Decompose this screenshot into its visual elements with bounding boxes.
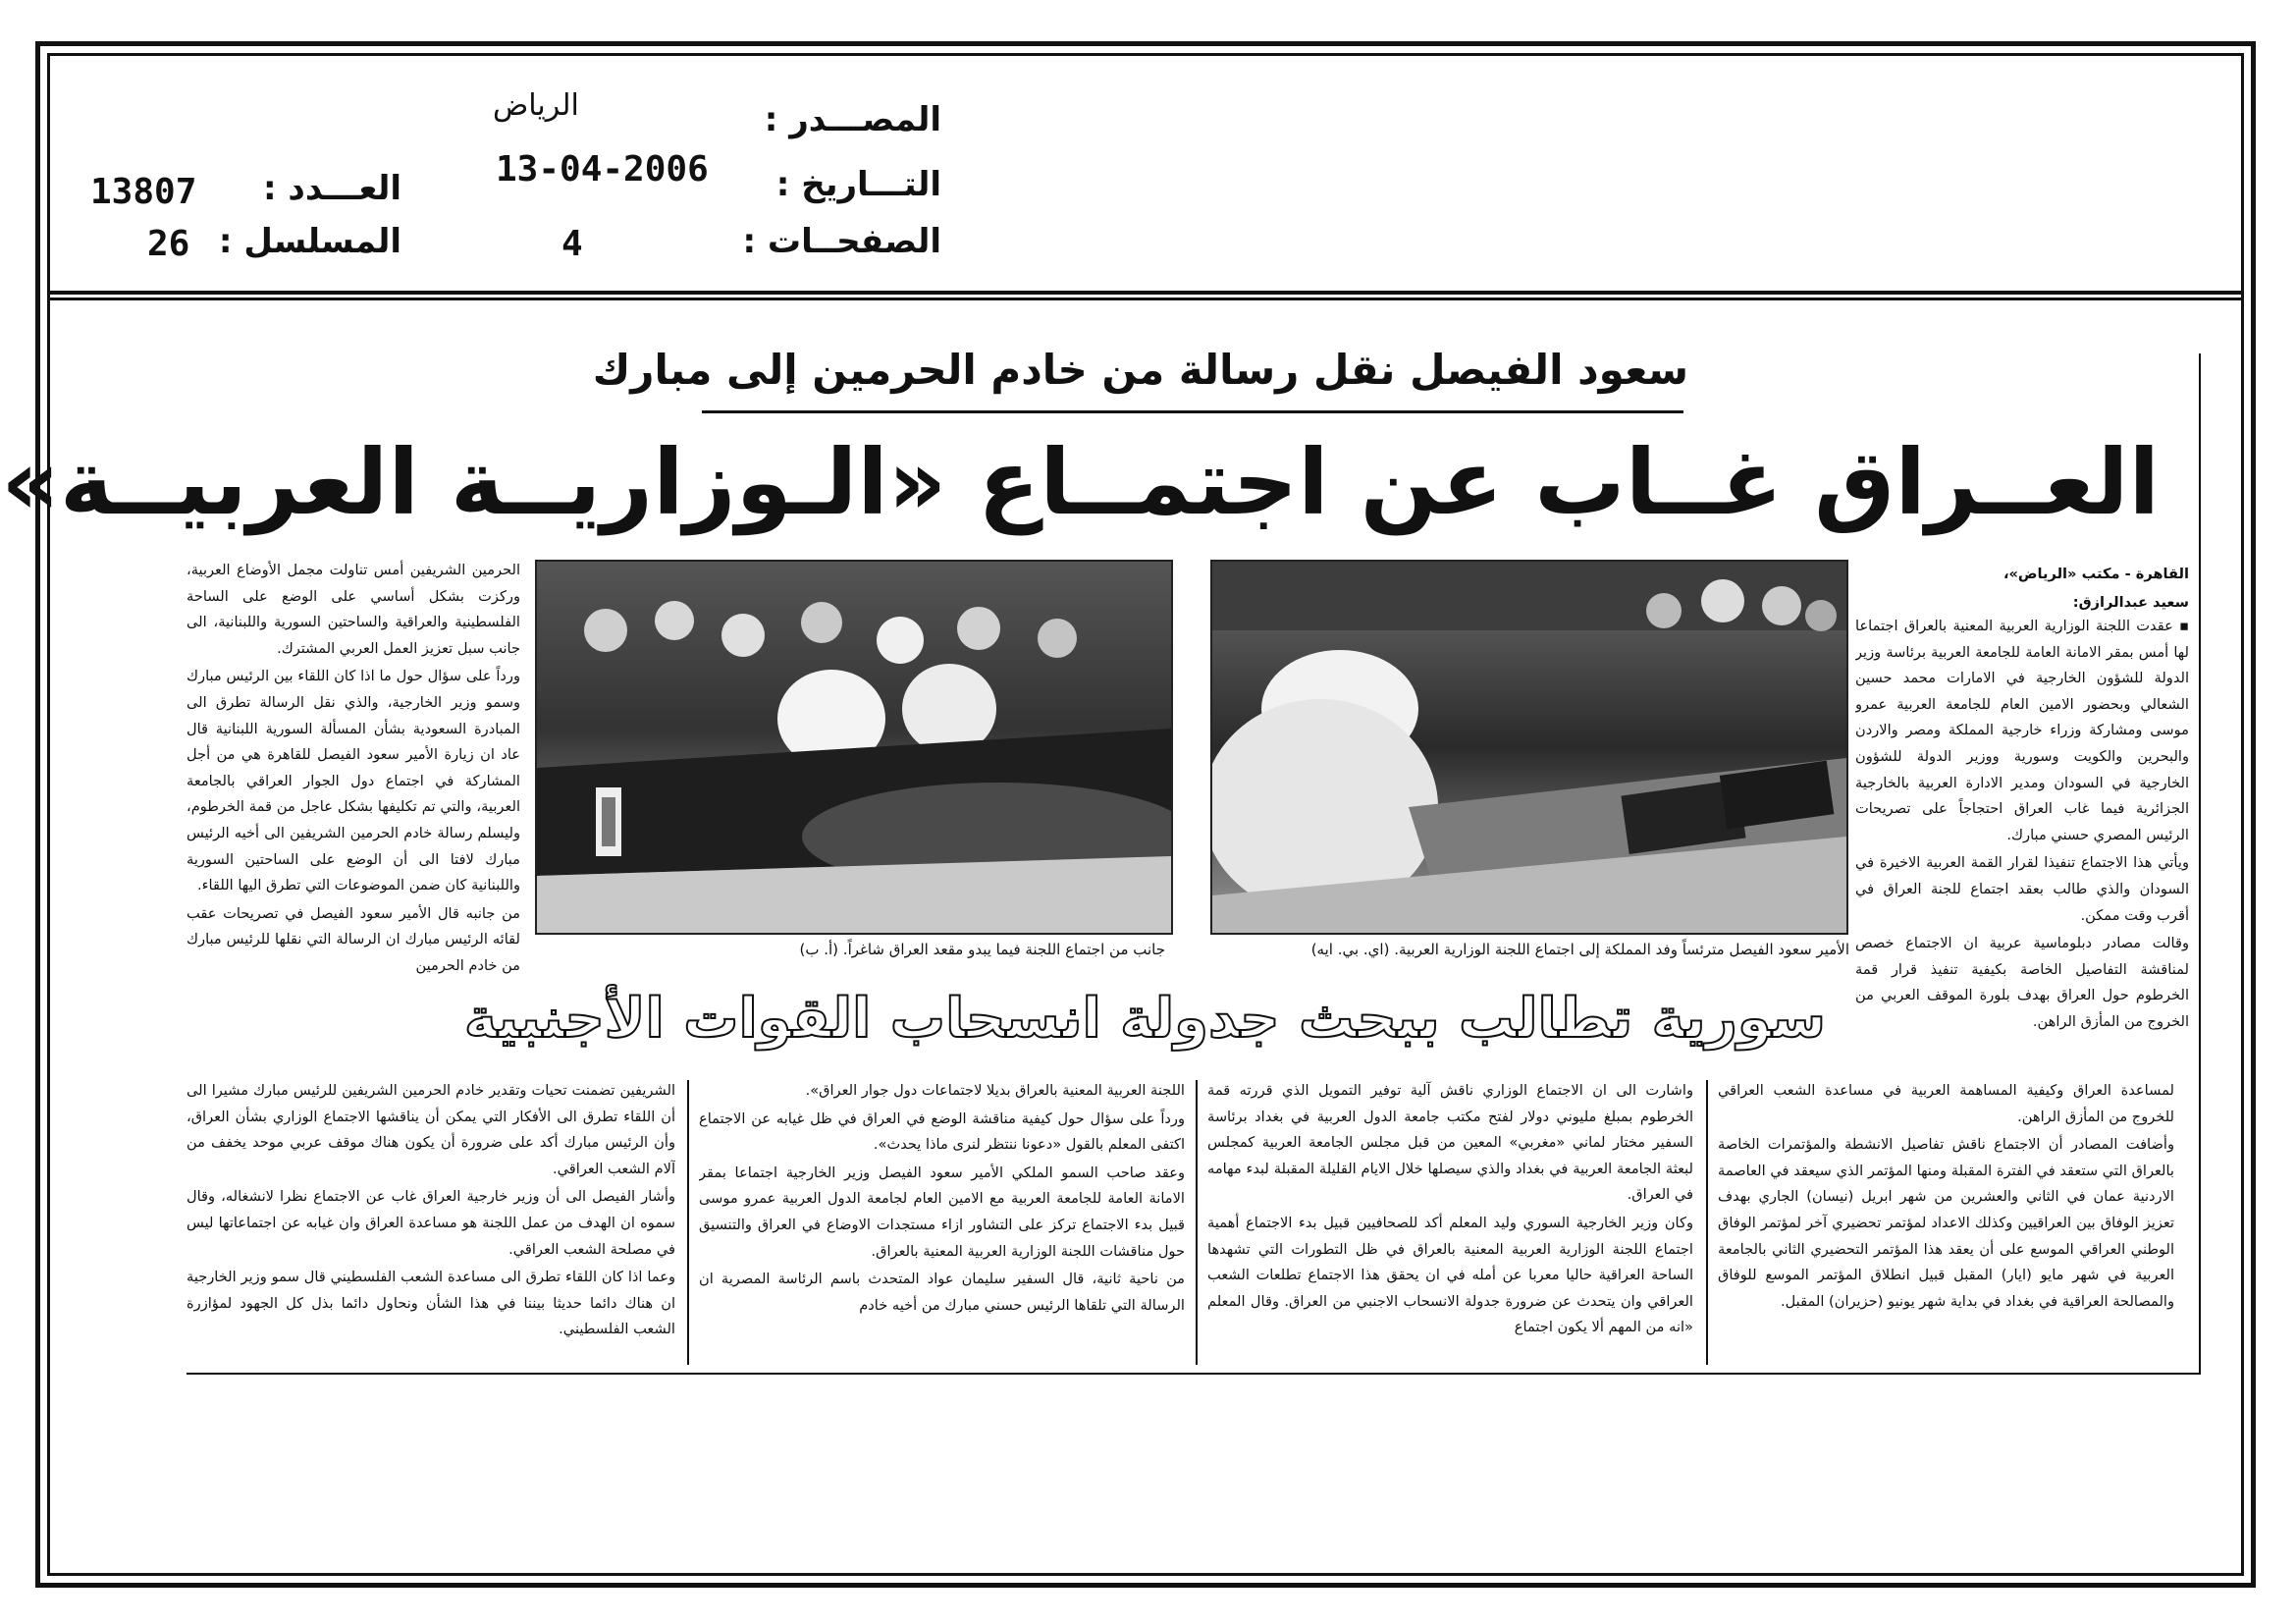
photo-committee-image — [537, 562, 1171, 933]
paragraph: من جانبه قال الأمير سعود الفيصل في تصريحات عقب لقائه الرئيس مبارك ان الرسالة التي نقلها للرئيس مبارك من خادم الحرمين — [187, 904, 520, 974]
photo-prince-saud-image — [1212, 562, 1846, 933]
caption-left: جانب من اجتماع اللجنة فيما يبدو مقعد العراق شاغراً. (أ. ب) — [799, 941, 1165, 958]
source-label: المصـــدر : — [764, 100, 941, 139]
column-rule — [1196, 1080, 1198, 1365]
photo-prince-saud — [1210, 560, 1848, 935]
paragraph: وأضافت المصادر أن الاجتماع ناقش تفاصيل الانشطة والمؤتمرات الخاصة بالعراق التي ستعقد في الفترة المقبلة ومنها المؤتمر الذي سيعقد في العاصمة الاردنية عمان في الثاني والعشرين من شهر ابريل (نيسان) الجاري بهدف تعزيز الوفاق بين العراقيين وكذلك الاعداد لمؤتمر تحضيري آخر لمؤتمر الوفاق الوطني العراقي الموسع على أن يعقد هذا المؤتمر التحضيري الثاني بالجامعة العربية في شهر مايو (ايار) المقبل قبيل انطلاق المؤتمر الموسع للوفاق والمصالحة العراقية في بغداد في بداية شهر يونيو (حزيران) المقبل. — [1718, 1136, 2174, 1310]
paragraph: ورداً على سؤال حول ما اذا كان اللقاء بين الرئيس مبارك وسمو وزير الخارجية، والذي نقل الرسالة تطرق الى المبادرة السعودية بشأن المسألة السورية اللبنانية قال عاد ان زيارة الأمير سعود الفيصل للقاهرة هي من أجل المشاركة في اجتماع دول الجوار العراقي بالجامعة العربية، والتي تم تكليفها بشكل عاجل من قمة الخرطوم، وليسلم رسالة خادم الحرمين الشريفين الى أخيه الرئيس مبارك لافتا الى أن الوضع على الساحتين السورية واللبنانية كان ضمن الموضوعات التي تطرق اليها اللقاء. — [187, 668, 520, 894]
paragraph: واشارت الى ان الاجتماع الوزاري ناقش آلية توفير التمويل الذي قررته قمة الخرطوم بمبلغ مليوني دولار لفتح مكتب جامعة الدول العربية في بغداد برئاسة السفير مختار لماني «مغربي» المعين من قبل مجلس الجامعة العربية كمجلس لبعثة الجامعة العربية في بغداد والذي سيصلها خلال الايام القليلة المقبلة لبدء مهامه في العراق. — [1207, 1082, 1693, 1204]
column-bottom-4 — [187, 1078, 675, 1365]
paragraph: ورداً على سؤال حول كيفية مناقشة الوضع في العراق في ظل غيابه عن الاجتماع اكتفى المعلم بالقول «دعونا ننتظر لنرى ماذا يحدث». — [699, 1110, 1185, 1154]
mid-headline: سورية تطالب ببحث جدولة انسحاب القوات الأجنبية — [463, 987, 1826, 1051]
column-bottom-2 — [1207, 1078, 1693, 1365]
paragraph: لمساعدة العراق وكيفية المساهمة العربية في مساعدة الشعب العراقي للخروج من المأزق الراهن. — [1718, 1082, 2174, 1125]
caption-right: الأمير سعود الفيصل مترئساً وفد المملكة إلى اجتماع اللجنة الوزارية العربية. (اي. بي. ايه) — [1310, 941, 1849, 958]
pages-label: الصفحــات : — [742, 222, 941, 261]
paragraph: الحرمين الشريفين أمس تناولت مجمل الأوضاع العربية، وركزت بشكل أساسي على الوضع على الساحة الفلسطينية والعراقية والساحتين السورية واللبنانية، الى جانب سبل تعزيز العمل العربي المشترك. — [187, 562, 520, 657]
serial-label: المسلسل : — [218, 222, 401, 261]
sub-headline: سعود الفيصل نقل رسالة من خادم الحرمين إلى مبارك — [592, 346, 1688, 394]
serial-value: 26 — [147, 224, 190, 264]
paragraph: وكان وزير الخارجية السوري وليد المعلم أكد للصحافيين قبيل بدء الاجتماع أهمية اجتماع اللجنة الوزارية العربية المعنية بالعراق في ظل التطورات التي تشهدها الساحة العراقية حاليا معربا عن أمله في ان يحقق هذا الاجتماع تطلعات الشعب العراقي وان يتحدث عن ضرورة جدولة الانسحاب الاجنبي من العراق. وقال المعلم «انه من المهم ألا يكون اجتماع — [1207, 1214, 1693, 1336]
column-rule — [1706, 1080, 1708, 1365]
paragraph: ▪ عقدت اللجنة الوزارية العربية المعنية بالعراق اجتماعا لها أمس بمقر الامانة العامة للجامعة العربية برئاسة وزير الدولة للشؤون الخارجية في الامارات محمد حسين الشعالي وبحضور الامين العام للجامعة العربية عمرو موسى ومشاركة وزراء خارجية المملكة ومصر والاردن والبحرين والكويت وسورية ووزير الدولة للشؤون الخارجية في السودان ومدير الادارة العربية بالخارجية الجزائرية فيما غاب العراق احتجاجاً على تصريحات الرئيس المصري حسني مبارك. — [1855, 618, 2189, 843]
photo-committee — [535, 560, 1173, 935]
byline-block — [1855, 562, 2189, 621]
source-value: الرياض — [493, 88, 579, 123]
main-headline: العــراق غــاب عن اجتمــاع «الـوزاريــة العربيــة» — [1, 430, 2160, 535]
header-separator — [47, 291, 2244, 300]
paragraph: اللجنة العربية المعنية بالعراق بديلا لاجتماعات دول جوار العراق». — [805, 1082, 1185, 1099]
paragraph: الشريفين تضمنت تحيات وتقدير خادم الحرمين الشريفين للرئيس مبارك مشيرا الى أن اللقاء تطرق الى الأفكار التي يمكن أن يناقشها الاجتماع الوزاري بشأن العراق، وأن الرئيس مبارك أكد على ضرورة أن يكون هناك موقف عربي موحد يخفف من آلام الشعب العراقي. — [187, 1082, 675, 1177]
byline: القاهرة - مكتب «الرياض»، — [2002, 566, 2189, 582]
column-bottom-3 — [699, 1078, 1185, 1365]
paragraph: وقالت مصادر دبلوماسية عربية ان الاجتماع خصص لمناقشة التفاصيل الخاصة بكيفية تنفيذ قرار قمة الخرطوم حول العراق بهدف بلورة الموقف العربي من الخروج من المأزق الراهن. — [1855, 935, 2189, 1030]
paragraph: وعما اذا كان اللقاء تطرق الى مساعدة الشعب الفلسطيني قال سمو وزير الخارجية ان هناك دائما حديثا بيننا في هذا الشأن ونحاول دائما بذل كل الجهود لمؤازرة الشعب الفلسطيني. — [187, 1269, 675, 1338]
author: سعيد عبدالرازق: — [2072, 593, 2189, 611]
sub-headline-underline — [702, 410, 1683, 413]
paragraph: من ناحية ثانية، قال السفير سليمان عواد المتحدث باسم الرئاسة المصرية ان الرسالة التي تلقاها الرئيس حسني مبارك من أخيه خادم — [699, 1271, 1185, 1314]
issue-label: العـــدد : — [263, 169, 401, 208]
pages-value: 4 — [561, 224, 583, 264]
issue-value: 13807 — [90, 172, 197, 212]
column-bottom-1 — [1718, 1078, 2174, 1365]
column-top-right — [1855, 614, 2189, 1060]
article-bottom-rule — [187, 1373, 2199, 1375]
column-rule — [687, 1080, 689, 1365]
paragraph: ويأتي هذا الاجتماع تنفيذا لقرار القمة العربية الاخيرة في السودان والذي طالب بعقد اجتماع للجنة العراق في أقرب وقت ممكن. — [1855, 854, 2189, 924]
paragraph: وعقد صاحب السمو الملكي الأمير سعود الفيصل وزير الخارجية اجتماعا بمقر الامانة العامة للجامعة العربية مع الامين العام لجامعة الدول العربية عمرو موسى قبيل بدء الاجتماع تركز على التشاور ازاء مستجدات الاوضاع في العراق والتنسيق حول مناقشات اللجنة الوزارية العربية المعنية بالعراق. — [699, 1164, 1185, 1260]
paragraph: وأشار الفيصل الى أن وزير خارجية العراق غاب عن الاجتماع نظرا لانشغاله، وقال سموه ان الهدف من عمل اللجنة هو مساعدة العراق وان غيابه عن اجتماعاتها ليس في مصلحة الشعب العراقي. — [187, 1188, 675, 1258]
right-column-rule — [2199, 353, 2201, 1375]
date-label: التـــاريخ : — [775, 165, 941, 204]
date-value: 13-04-2006 — [496, 149, 709, 189]
